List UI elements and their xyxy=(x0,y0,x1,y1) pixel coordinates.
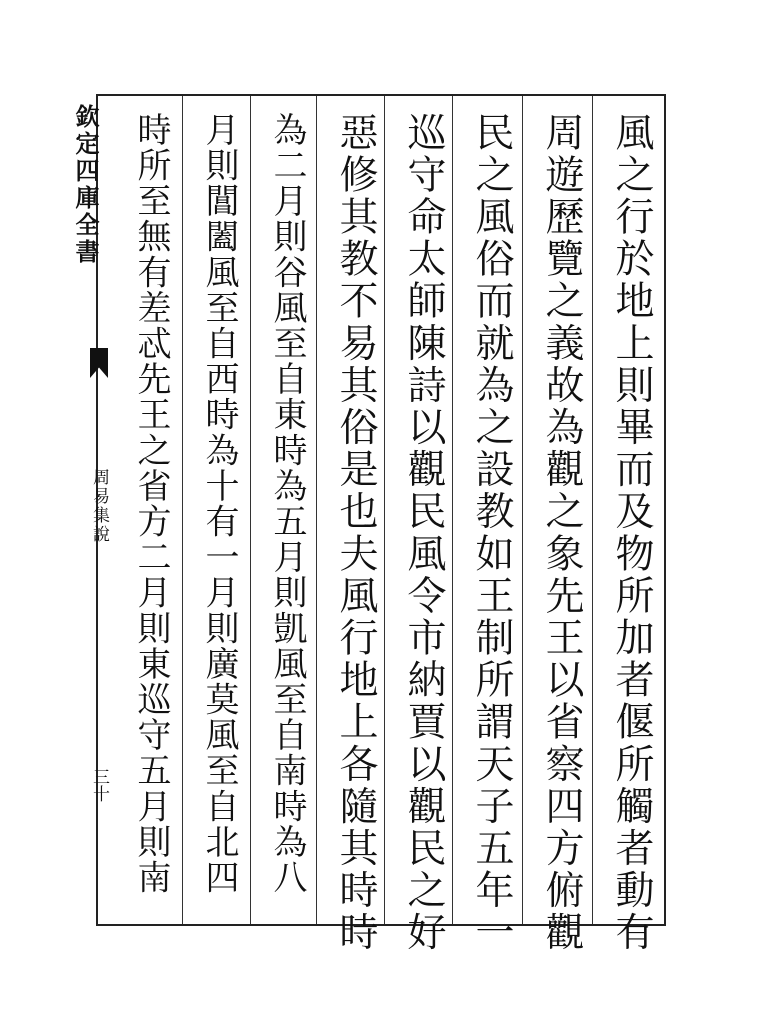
text-column-3: 民之風俗而就為之設教如王制所謂天子五年一 xyxy=(469,112,514,954)
text-column-8: 時所至無有差忒先王之省方二月則東巡守五月則南 xyxy=(131,112,171,896)
column-rule xyxy=(250,96,251,924)
column-rule xyxy=(592,96,593,924)
text-column-5: 惡修其教不易其俗是也夫風行地上各隨其時時 xyxy=(333,112,378,954)
text-column-6: 為二月則谷風至自東時為五月則凱風至自南時為八 xyxy=(267,112,307,896)
column-rule xyxy=(182,96,183,924)
frame-right-border xyxy=(664,94,666,926)
text-column-2: 周遊歷覽之義故為觀之象先王以省察四方俯觀 xyxy=(539,112,584,954)
text-column-7: 月則閶闔風至自西時為十有一月則廣莫風至自北四 xyxy=(199,112,239,896)
column-rule xyxy=(522,96,523,924)
column-rule xyxy=(384,96,385,924)
text-column-4: 巡守命太師陳詩以觀民風令市納賈以觀民之好 xyxy=(401,112,446,954)
fish-tail-mark xyxy=(90,348,108,378)
text-column-1: 風之行於地上則畢而及物所加者偃所觸者動有 xyxy=(609,112,654,954)
book-title: 周易集說 xyxy=(89,468,109,544)
collection-title: 欽定四庫全書 xyxy=(71,104,100,266)
column-rule xyxy=(452,96,453,924)
column-rule xyxy=(316,96,317,924)
page-number: 三十 xyxy=(89,768,109,802)
